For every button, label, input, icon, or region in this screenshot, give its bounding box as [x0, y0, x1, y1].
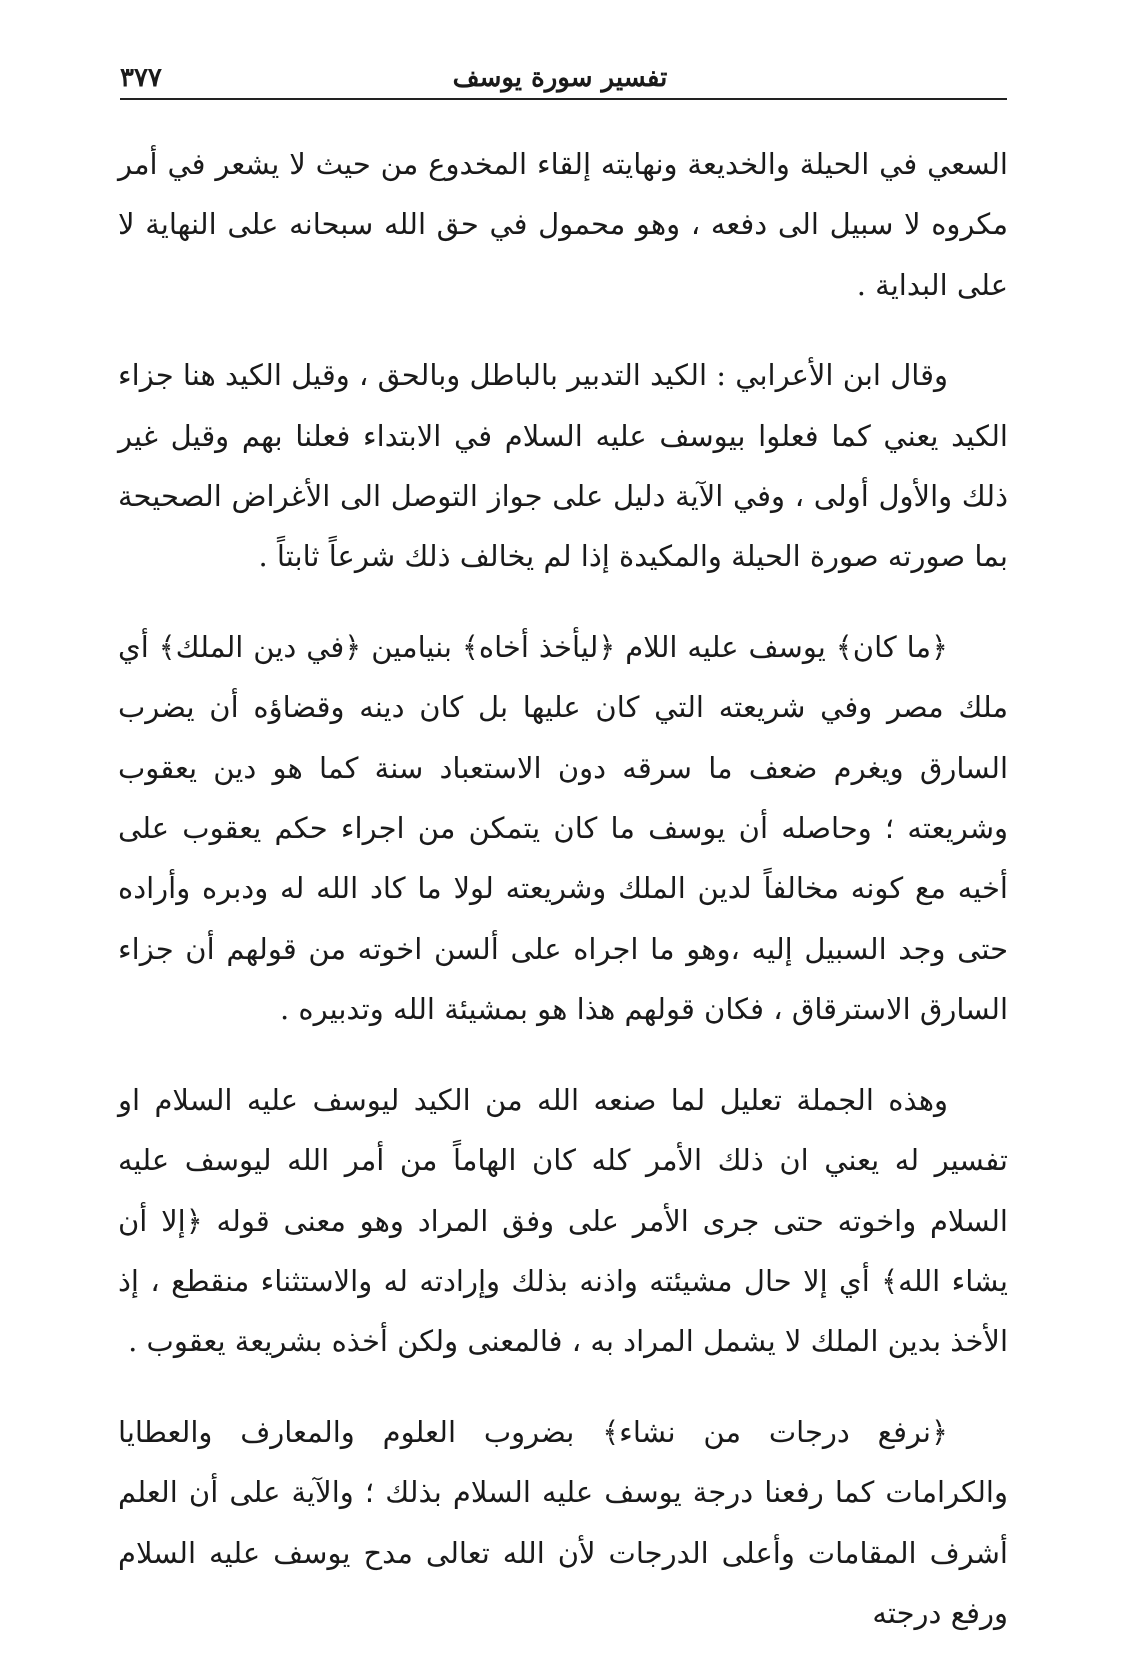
paragraph-1: السعي في الحيلة والخديعة ونهايته إلقاء المخدوع من حيث لا يشعر في أمر مكروه لا سبيل الى دفعه ، وهو محمول في حق الله سبحانه على النهاية لا على البداية .	[118, 147, 1008, 302]
page-header	[110, 60, 1010, 100]
paragraph-3: ﴿ما كان﴾ يوسف عليه اللام ﴿ليأخذ أخاه﴾ بنيامين ﴿في دين الملك﴾ أي ملك مصر وفي شريعته التي كان عليها بل كان دينه وقضاؤه أن يضرب السارق ويغرم ضعف ما سرقه دون الاستعباد سنة كما هو دين يعقوب وشريعته ؛ وحاصله أن يوسف ما كان يتمكن من اجراء حكم يعقوب على أخيه مع كونه مخالفاً لدين الملك وشريعته لولا ما كاد الله له ودبره وأراده حتى وجد السبيل إليه ،وهو ما اجراه على ألسن اخوته من قولهم أن جزاء السارق الاسترقاق ، فكان قولهم هذا هو بمشيئة الله وتدبيره .	[118, 629, 1008, 1027]
paragraph-4: وهذه الجملة تعليل لما صنعه الله من الكيد ليوسف عليه السلام او تفسير له يعني ان ذلك الأمر كله كان الهاماً من أمر الله ليوسف عليه السلام واخوته حتى جرى الأمر على وفق المراد وهو معنى قوله ﴿إلا أن يشاء الله﴾ أي إلا حال مشيئته واذنه بذلك وإرادته له والاستثناء منقطع ، إذ الأخذ بدين الملك لا يشمل المراد به ، فالمعنى ولكن أخذه بشريعة يعقوب .	[118, 1082, 1008, 1359]
paragraph-5: ﴿نرفع درجات من نشاء﴾ بضروب العلوم والمعارف والعطايا والكرامات كما رفعنا درجة يوسف عليه السلام بذلك ؛ والآية على أن العلم أشرف المقامات وأعلى الدرجات لأن الله تعالى مدح يوسف عليه السلام ورفع درجته	[118, 1414, 1008, 1630]
paragraph-2: وقال ابن الأعرابي : الكيد التدبير بالباطل وبالحق ، وقيل الكيد هنا جزاء الكيد يعني كما فعلوا بيوسف عليه السلام في الابتداء فعلنا بهم وقيل غير ذلك والأول أولى ، وفي الآية دليل على جواز التوصل الى الأغراض الصحيحة بما صورته صورة الحيلة والمكيدة إذا لم يخالف ذلك شرعاً ثابتاً .	[118, 358, 1008, 574]
header-rule	[120, 98, 1007, 100]
running-title: تفسير سورة يوسف	[452, 63, 668, 93]
page-number: ٣٧٧	[120, 63, 162, 93]
body-text	[118, 134, 1008, 1673]
